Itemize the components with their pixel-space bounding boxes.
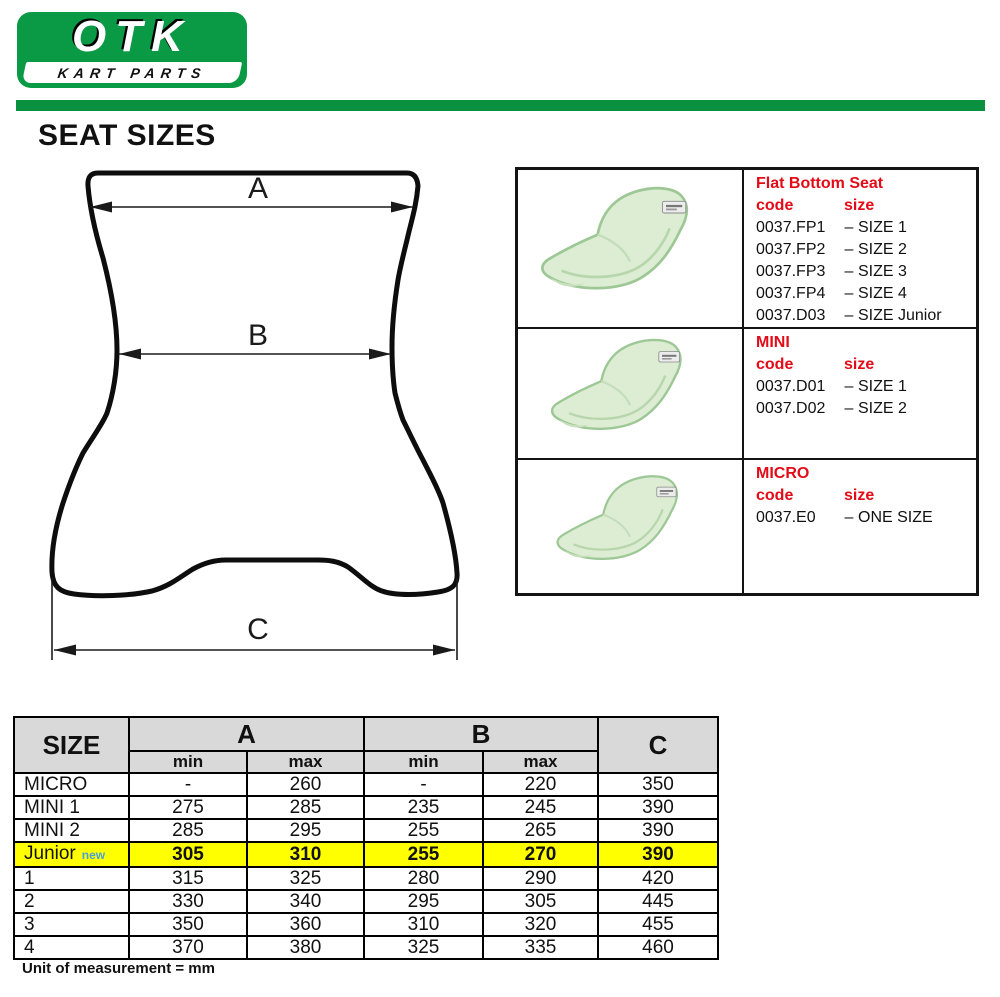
size-value-cell: 305 bbox=[129, 842, 247, 867]
size-row-label-cell bbox=[14, 867, 129, 890]
dimension-b-label: B bbox=[247, 319, 269, 352]
size-value-cell: 295 bbox=[247, 819, 364, 842]
size-header: size bbox=[844, 356, 875, 373]
size-value-cell: 285 bbox=[129, 819, 247, 842]
catalog-group-info bbox=[744, 170, 976, 329]
size-value-cell: 455 bbox=[598, 913, 718, 936]
size-table-row bbox=[14, 842, 718, 867]
size-value-cell: 305 bbox=[483, 890, 598, 913]
size-value-cell: 360 bbox=[247, 913, 364, 936]
catalog-item-dash: – bbox=[844, 219, 854, 236]
catalog-item bbox=[756, 398, 970, 420]
size-row-label-cell bbox=[14, 890, 129, 913]
otk-logo-text: OTK bbox=[72, 12, 192, 61]
size-value-cell: 310 bbox=[247, 842, 364, 867]
size-row-label: 1 bbox=[24, 868, 35, 889]
size-value-cell: 335 bbox=[483, 936, 598, 959]
size-row-label: 4 bbox=[24, 937, 35, 958]
size-value-cell: 330 bbox=[129, 890, 247, 913]
otk-logo bbox=[17, 12, 247, 88]
col-header-b-max: max bbox=[483, 751, 598, 773]
catalog-item-dash: – bbox=[844, 285, 854, 302]
size-value-cell: 275 bbox=[129, 796, 247, 819]
catalog-item-code: 0037.D02 bbox=[756, 400, 826, 417]
catalog-item-size: SIZE Junior bbox=[858, 307, 942, 324]
page-title: SEAT SIZES bbox=[38, 119, 216, 152]
size-value-cell: 325 bbox=[364, 936, 483, 959]
catalog-group-title: Flat Bottom Seat bbox=[756, 175, 884, 192]
size-value-cell: 260 bbox=[247, 773, 364, 796]
size-row-label-cell bbox=[14, 936, 129, 959]
catalog-group-title: MICRO bbox=[756, 465, 810, 482]
catalog-item-dash: – bbox=[844, 307, 854, 324]
dimension-c bbox=[52, 578, 457, 660]
catalog-item-size: ONE SIZE bbox=[858, 509, 933, 526]
size-value-cell: 340 bbox=[247, 890, 364, 913]
seat-photo bbox=[531, 177, 729, 321]
catalog-column-headers bbox=[756, 195, 970, 217]
col-header-b: B bbox=[364, 717, 598, 751]
code-header: code bbox=[756, 197, 794, 214]
col-header-c: C bbox=[598, 717, 718, 773]
catalog-group-info bbox=[744, 329, 976, 460]
dimension-a bbox=[90, 172, 413, 213]
size-header: size bbox=[844, 197, 875, 214]
col-header-size: SIZE bbox=[14, 717, 129, 773]
catalog-item-code: 0037.FP2 bbox=[756, 241, 826, 258]
size-row-label: MINI 1 bbox=[24, 797, 80, 818]
size-table-row bbox=[14, 819, 718, 842]
catalog-item bbox=[756, 261, 970, 283]
size-row-label-cell bbox=[14, 819, 129, 842]
size-value-cell: - bbox=[364, 773, 483, 796]
size-value-cell: 290 bbox=[483, 867, 598, 890]
size-row-label-cell bbox=[14, 842, 129, 867]
catalog-item-code: 0037.FP4 bbox=[756, 285, 826, 302]
size-value-cell: 320 bbox=[483, 913, 598, 936]
size-value-cell: 265 bbox=[483, 819, 598, 842]
size-value-cell: 370 bbox=[129, 936, 247, 959]
catalog-item-code: 0037.D01 bbox=[756, 378, 826, 395]
size-value-cell: 380 bbox=[247, 936, 364, 959]
size-value-cell: 255 bbox=[364, 842, 483, 867]
size-row-label: MINI 2 bbox=[24, 820, 80, 841]
size-table-row bbox=[14, 867, 718, 890]
catalog-group-title: MINI bbox=[756, 334, 790, 351]
size-value-cell: 280 bbox=[364, 867, 483, 890]
otk-logo-subtitle: KART PARTS bbox=[56, 64, 208, 81]
dimension-a-label: A bbox=[247, 172, 269, 205]
otk-logo-band bbox=[22, 62, 242, 83]
size-row-label-cell bbox=[14, 796, 129, 819]
size-value-cell: 235 bbox=[364, 796, 483, 819]
size-value-cell: 390 bbox=[598, 819, 718, 842]
catalog-item bbox=[756, 283, 970, 305]
size-value-cell: 350 bbox=[129, 913, 247, 936]
catalog-group-info bbox=[744, 460, 976, 593]
size-row-label: 3 bbox=[24, 914, 35, 935]
catalog-column-headers bbox=[756, 485, 970, 507]
size-value-cell: 295 bbox=[364, 890, 483, 913]
seat-catalog-table bbox=[515, 167, 979, 596]
size-row-label: Junior bbox=[24, 843, 76, 864]
unit-note: Unit of measurement = mm bbox=[22, 960, 215, 977]
catalog-item-size: SIZE 3 bbox=[858, 263, 907, 280]
size-row-label: MICRO bbox=[24, 774, 88, 795]
catalog-item-dash: – bbox=[844, 241, 854, 258]
code-header: code bbox=[756, 487, 794, 504]
seat-size-table bbox=[13, 716, 719, 960]
size-value-cell: 390 bbox=[598, 796, 718, 819]
col-header-a-min: min bbox=[129, 751, 247, 773]
catalog-item-dash: – bbox=[844, 509, 854, 526]
size-row-label-cell bbox=[14, 773, 129, 796]
seat-photo-cell bbox=[518, 170, 744, 329]
catalog-item-dash: – bbox=[844, 400, 854, 417]
size-row-label: 2 bbox=[24, 891, 35, 912]
catalog-item-dash: – bbox=[844, 378, 854, 395]
size-table-row bbox=[14, 773, 718, 796]
size-table-header-row bbox=[14, 717, 718, 751]
catalog-item-code: 0037.FP1 bbox=[756, 219, 826, 236]
size-table-row bbox=[14, 796, 718, 819]
catalog-item-size: SIZE 1 bbox=[858, 219, 907, 236]
size-table-row bbox=[14, 913, 718, 936]
dimension-c-label: C bbox=[247, 613, 269, 646]
size-value-cell: 270 bbox=[483, 842, 598, 867]
col-header-b-min: min bbox=[364, 751, 483, 773]
size-value-cell: 310 bbox=[364, 913, 483, 936]
col-header-a-max: max bbox=[247, 751, 364, 773]
seat-dimension-diagram bbox=[30, 160, 490, 670]
catalog-item-dash: – bbox=[844, 263, 854, 280]
seat-outline bbox=[52, 173, 457, 596]
col-header-a: A bbox=[129, 717, 364, 751]
catalog-item bbox=[756, 217, 970, 239]
size-value-cell: 245 bbox=[483, 796, 598, 819]
size-table-row bbox=[14, 890, 718, 913]
code-header: code bbox=[756, 356, 794, 373]
size-value-cell: 390 bbox=[598, 842, 718, 867]
size-value-cell: 285 bbox=[247, 796, 364, 819]
catalog-item bbox=[756, 239, 970, 261]
seat-photo bbox=[542, 330, 718, 458]
size-value-cell: 255 bbox=[364, 819, 483, 842]
catalog-column-headers bbox=[756, 354, 970, 376]
size-value-cell: 325 bbox=[247, 867, 364, 890]
size-value-cell: 315 bbox=[129, 867, 247, 890]
size-value-cell: 460 bbox=[598, 936, 718, 959]
size-row-label-cell bbox=[14, 913, 129, 936]
catalog-item-code: 0037.E0 bbox=[756, 509, 816, 526]
size-value-cell: 350 bbox=[598, 773, 718, 796]
size-table-row bbox=[14, 936, 718, 959]
catalog-item-size: SIZE 1 bbox=[858, 378, 907, 395]
brand-divider-bar bbox=[16, 100, 985, 111]
size-value-cell: 445 bbox=[598, 890, 718, 913]
size-value-cell: 220 bbox=[483, 773, 598, 796]
seat-photo-cell bbox=[518, 460, 744, 593]
seat-photo-cell bbox=[518, 329, 744, 460]
catalog-item-size: SIZE 2 bbox=[858, 400, 907, 417]
size-header: size bbox=[844, 487, 875, 504]
catalog-item-size: SIZE 2 bbox=[858, 241, 907, 258]
catalog-item bbox=[756, 507, 970, 529]
catalog-item-code: 0037.D03 bbox=[756, 307, 826, 324]
new-badge: new bbox=[81, 848, 106, 862]
size-value-cell: - bbox=[129, 773, 247, 796]
dimension-b bbox=[119, 319, 391, 360]
size-value-cell: 420 bbox=[598, 867, 718, 890]
catalog-item-size: SIZE 4 bbox=[858, 285, 907, 302]
catalog-item bbox=[756, 305, 970, 327]
catalog-item bbox=[756, 376, 970, 398]
catalog-item-code: 0037.FP3 bbox=[756, 263, 826, 280]
seat-photo bbox=[548, 467, 712, 586]
